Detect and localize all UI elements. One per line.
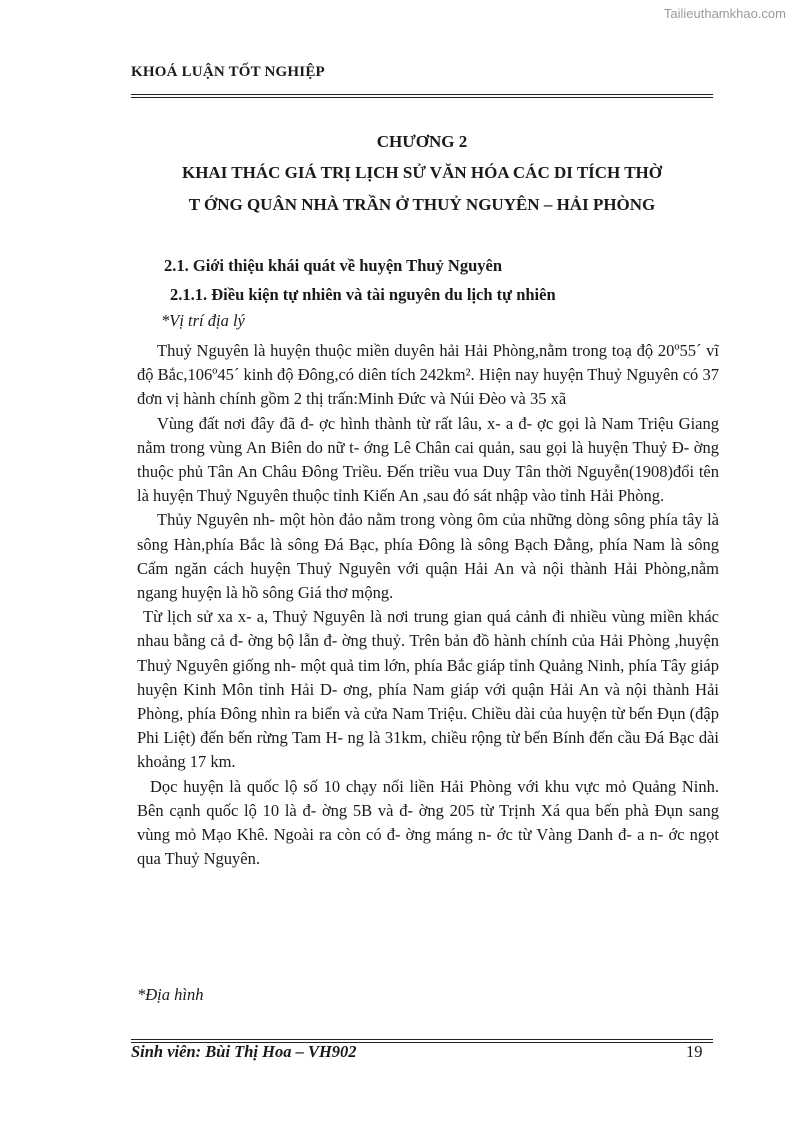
paragraph: Từ lịch sử xa x- a, Thuỷ Nguyên là nơi trung gian quá cảnh đi nhiều vùng miền khác nhau bằng cả đ- ờng bộ lẫn đ- ờng thuỷ. Trên bản đồ hành chính của Hải Phòng ,huyện Thuỷ Nguyên giống nh- một quả tim lớn, phía Bắc giáp tỉnh Quảng Ninh, phía Tây giáp huyện Kinh Môn tỉnh Hải D- ơng, phía Nam giáp với quận Hải An và nội thành Hải Phòng, phía Đông nhìn ra biển và cửa Nam Triệu. Chiều dài của huyện từ bến Đụn (đập Phi Liệt) đến bến rừng Tam H- ng là 31km, chiều rộng từ bến Bính đến cầu Đá Bạc dài khoảng 17 km. bbox=[137, 607, 719, 772]
footer-rule-thin bbox=[131, 1039, 713, 1040]
subheading-terrain: *Địa hình bbox=[137, 985, 204, 1004]
chapter-title-line-1: KHAI THÁC GIÁ TRỊ LỊCH SỬ VĂN HÓA CÁC DI TÍCH THỜ bbox=[181, 163, 663, 182]
body-text bbox=[137, 339, 719, 871]
document-header: KHOÁ LUẬN TỐT NGHIỆP bbox=[131, 64, 325, 80]
footer-author: Sinh viên: Bùi Thị Hoa – VH902 bbox=[131, 1042, 357, 1061]
paragraph: Dọc huyện là quốc lộ số 10 chạy nối liền Hải Phòng với khu vực mỏ Quảng Ninh. Bên cạnh quốc lộ 10 là đ- ờng 5B và đ- ờng 205 từ Trịnh Xá qua bến phà Đụn sang vùng mỏ Mạo Khê. Ngoài ra còn có đ- ờng máng n- ớc từ Vàng Danh đ- a n- ớc ngọt qua Thuỷ Nguyên. bbox=[137, 776, 719, 869]
header-rule-thick bbox=[131, 94, 713, 95]
chapter-title-line-2: T ỚNG QUÂN NHÀ TRẦN Ở THUỶ NGUYÊN – HẢI PHÒNG bbox=[188, 195, 656, 214]
paragraph: Thuỷ Nguyên là huyện thuộc miền duyên hải Hải Phòng,nằm trong toạ độ 20º55´ vĩ độ Bắc,106º45´ kinh độ Đông,có diên tích 242km². Hiện nay huyện Thuỷ Nguyên có 37 đơn vị hành chính gồm 2 thị trấn:Minh Đức và Núi Đèo và 35 xã bbox=[137, 341, 719, 409]
section-heading-2-1-1: 2.1.1. Điều kiện tự nhiên và tài nguyên du lịch tự nhiên bbox=[170, 285, 556, 304]
subheading-location: *Vị trí địa lý bbox=[161, 311, 245, 330]
chapter-number: CHƯƠNG 2 bbox=[376, 132, 468, 151]
header-rule-thin bbox=[131, 97, 713, 98]
paragraph: Thủy Nguyên nh- một hòn đảo nằm trong vòng ôm của những dòng sông phía tây là sông Hàn,phía Bắc là sông Đá Bạc, phía Đông là sông Bạch Đằng, phía Nam là sông Cấm ngăn cách huyện Thuỷ Nguyên với quận Hải An và nội thành Hải Phòng,nằm ngang huyện là hồ sông Giá thơ mộng. bbox=[137, 510, 719, 603]
page-number: 19 bbox=[686, 1042, 703, 1061]
paragraph: Vùng đất nơi đây đã đ- ợc hình thành từ rất lâu, x- a đ- ợc gọi là Nam Triệu Giang nằm trong vùng An Biên do nữ t- ớng Lê Chân cai quản, sau gọi là huyện Thuỷ Đ- ờng thuộc phủ Tân An Châu Đông Triều. Đến triều vua Duy Tân thời Nguyễn(1908)đổi tên là huyện Thuỷ Nguyên thuộc tỉnh Kiến An ,sau đó sát nhập vào tỉnh Hải Phòng. bbox=[137, 413, 719, 506]
section-heading-2-1: 2.1. Giới thiệu khái quát về huyện Thuỷ Nguyên bbox=[164, 256, 503, 275]
watermark-text: Tailieuthamkhao.com bbox=[663, 6, 786, 21]
